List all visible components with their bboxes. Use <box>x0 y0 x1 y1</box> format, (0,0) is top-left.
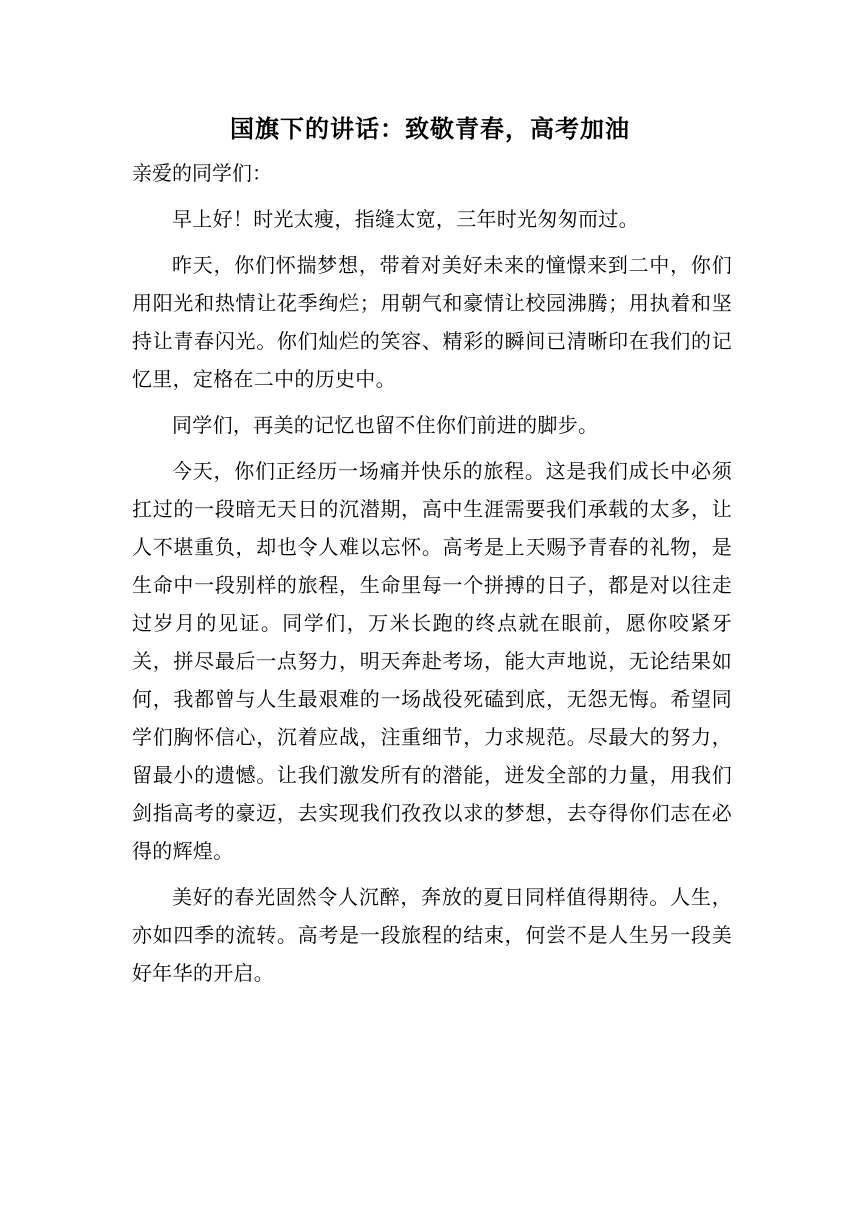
paragraph-memory: 同学们，再美的记忆也留不住你们前进的脚步。 <box>172 413 599 437</box>
paragraph-future: 美好的春光固然令人沉醉，奔放的夏日同样值得期待。人生，亦如四季的流转。高考是一段旅程的结束，何尝不是人生另一段美好年华的开启。 <box>132 885 732 985</box>
paragraph-today: 今天，你们正经历一场痛并快乐的旅程。这是我们成长中必须扛过的一段暗无天日的沉潜期，高中生涯需要我们承载的太多，让人不堪重负，却也令人难以忘怀。高考是上天赐予青春的礼物，是生命中一段别样的旅程，生命里每一个拼搏的日子，都是对以往走过岁月的见证。同学们，万米长跑的终点就在眼前，愿你咬紧牙关，拼尽最后一点努力，明天奔赴考场，能大声地说，无论结果如何，我都曾与人生最艰难的一场战役死磕到底，无怨无悔。希望同学们胸怀信心，沉着应战，注重细节，力求规范。尽最大的努力，留最小的遗憾。让我们激发所有的潜能，迸发全部的力量，用我们剑指高考的豪迈，去实现我们孜孜以求的梦想，去夺得你们志在必得的辉煌。 <box>132 459 732 863</box>
paragraph-yesterday: 昨天，你们怀揣梦想，带着对美好未来的憧憬来到二中，你们用阳光和热情让花季绚烂；用朝气和豪情让校园沸腾；用执着和坚持让青春闪光。你们灿烂的笑容、精彩的瞬间已清晰印在我们的记忆里，定格在二中的历史中。 <box>132 253 732 391</box>
document-title: 国旗下的讲话：致敬青春，高考加油 <box>230 114 630 143</box>
document-body <box>132 154 732 1000</box>
salutation: 亲爱的同学们： <box>132 161 272 185</box>
paragraph-greeting: 早上好！时光太瘦，指缝太宽，三年时光匆匆而过。 <box>172 207 639 231</box>
